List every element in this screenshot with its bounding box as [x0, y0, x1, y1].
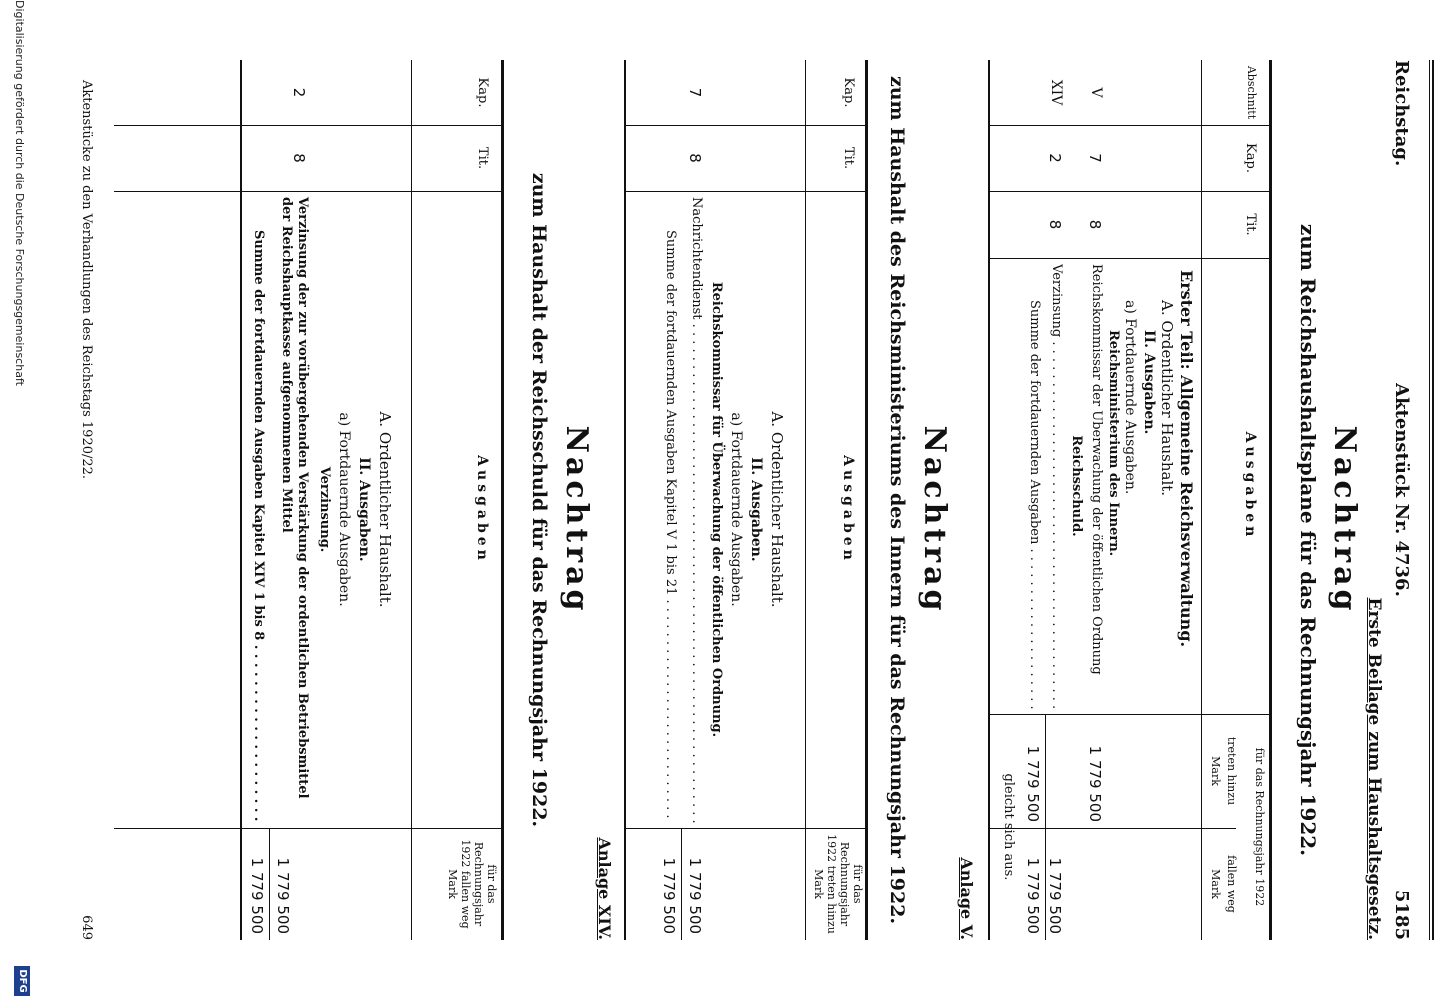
s1-row1-treten: 1 779 500	[1086, 745, 1104, 822]
s1-col-treten: treten hinzu	[1225, 736, 1238, 806]
sidebar-text: Digitalisierung gefördert durch die Deutsche Forschungsgemeinschaft	[13, 0, 26, 386]
s3-subtitle: zum Haushalt der Reichsschuld für das Rechnungsjahr 1922.	[528, 172, 550, 828]
s2-subtitle: zum Haushalt des Reichsministeriums des Innern für das Rechnungsjahr 1922.	[886, 75, 908, 925]
s1-sum-leader	[1027, 544, 1042, 710]
s2-header-rule	[805, 60, 806, 940]
s2-row-label: Nachrichtendienst	[689, 197, 704, 320]
s2-kommissar: Reichskommissar für Überwachung der öffentlichen Ordnung.	[709, 281, 724, 738]
s2-row-tit: 8	[686, 153, 704, 163]
header-center: Aktenstück Nr. 4736.	[1391, 383, 1412, 597]
s2-col-ausgaben: Ausgaben	[840, 455, 856, 564]
s1-sum-rule	[1045, 714, 1046, 940]
s1-schuld: Reichsschuld.	[1069, 435, 1084, 537]
s3-sum-leader	[251, 640, 266, 823]
s1-col-fallen: fallen weg	[1225, 855, 1238, 913]
s2-col-sep-1	[624, 125, 868, 126]
s3-col-sep-1	[114, 125, 504, 126]
s1-col-abschnitt: Abschnitt	[1245, 65, 1258, 120]
s1-col-group: für das Rechnungsjahr 1922	[1253, 747, 1266, 907]
s1-row1-abschnitt: V	[1088, 87, 1104, 98]
s1-table-rule-bottom	[988, 60, 990, 940]
section1-title: Nachtrag	[1327, 425, 1362, 615]
s3-col-sep-3	[114, 828, 504, 829]
s3-col-sep-2	[114, 191, 504, 192]
footer-left: Aktenstücke zu den Verhandlungen des Reichstags 1920/22.	[79, 80, 94, 480]
s1-col-sep-2	[990, 191, 1272, 192]
s3-table-rule-bottom	[240, 60, 242, 940]
s1-sum-treten: 1 779 500	[1024, 745, 1042, 822]
s3-sum-rule	[269, 828, 270, 940]
s2-sum-amount: 1 779 500	[660, 857, 678, 934]
s1-teil: Erster Teil: Allgemeine Reichsverwaltung.	[1177, 270, 1196, 648]
s3-sum-label: Summe der fortdauernden Ausgaben Kapitel XIV 1 bis 8	[251, 230, 266, 641]
s1-sum-fallen: 1 779 500	[1024, 857, 1042, 934]
s3-col-amount: für das Rechnungsjahr 1922 fallen weg Mark	[446, 839, 498, 929]
s1-col-mark-2: Mark	[1209, 869, 1222, 899]
s3-col-kap: Kap.	[475, 77, 490, 108]
s1-row2-abschnitt: XIV	[1048, 79, 1064, 106]
s1-ausgaben: II. Ausgaben.	[1141, 330, 1157, 435]
s3-col-tit: Tit.	[475, 146, 490, 170]
s1-col-kap: Kap.	[1243, 143, 1258, 173]
header-rule-top-thin	[1429, 60, 1430, 940]
s1-row2-fallen: 1 779 500	[1046, 857, 1064, 934]
header-subtitle: Erste Beilage zum Haushaltsgesetz.	[1364, 597, 1384, 940]
s1-ministerium: Reichsministerium des Innern.	[1106, 330, 1121, 557]
s2-sum-leader	[663, 595, 678, 823]
s2-fortdauernd: a) Fortdauernde Ausgaben.	[728, 412, 744, 607]
s2-haushalt: A. Ordentlicher Haushalt.	[768, 411, 786, 608]
section1-subtitle: zum Reichshaushaltsplane für das Rechnungsjahr 1922.	[1296, 223, 1320, 857]
s2-anlage: Anlage V.	[957, 857, 976, 940]
s3-header-rule	[411, 60, 412, 940]
section1-table-rule-top	[1269, 60, 1272, 940]
s1-row2-kap: 2	[1046, 153, 1064, 163]
s1-fortdauernd: a) Fortdauernde Ausgaben.	[1122, 300, 1138, 495]
s1-gleicht: gleicht sich aus.	[1001, 773, 1016, 881]
s2-ausgaben: II. Ausgaben.	[748, 457, 764, 562]
s2-col-amount: für das Rechnungsjahr 1922 treten hinzu Mark	[812, 834, 864, 934]
s1-col-sep-1	[990, 125, 1272, 126]
s2-table-rule-bottom	[624, 60, 626, 940]
s1-col-tit: Tit.	[1243, 213, 1258, 236]
s1-row2-tit: 8	[1046, 219, 1064, 230]
s2-row-leader	[689, 320, 704, 823]
s3-col-ausgaben: Ausgaben	[474, 455, 490, 564]
s1-row1-tit: 8	[1086, 219, 1104, 230]
s1-col-mark-1: Mark	[1209, 756, 1222, 786]
header-left: Reichstag.	[1391, 60, 1412, 167]
s3-anlage: Anlage XIV.	[595, 837, 614, 940]
s1-row1-label: Reichskommissar der Überwachung der öffentlichen Ordnung	[1089, 264, 1104, 675]
s1-sum-label: Summe der fortdauernden Ausgaben	[1027, 300, 1042, 545]
s2-col-kap: Kap.	[841, 77, 856, 108]
s3-ausgaben: II. Ausgaben.	[356, 457, 372, 562]
s3-row-kap: 2	[290, 87, 308, 98]
s1-row2-label: Verzinsung	[1049, 264, 1064, 338]
dfg-logo: DFG	[14, 966, 30, 996]
s2-col-tit: Tit.	[841, 146, 856, 170]
footer-right: 649	[79, 915, 94, 940]
s1-row2-leader	[1049, 337, 1064, 710]
s1-col-ausgaben: Ausgaben	[1242, 431, 1258, 541]
s3-table-rule-top	[501, 60, 504, 940]
s2-table-rule-top	[865, 60, 868, 940]
s1-col-sep-3	[990, 258, 1272, 259]
s2-row-amount: 1 779 500	[686, 857, 704, 934]
s2-sum-rule	[681, 828, 682, 940]
s1-header-rule	[1201, 60, 1202, 940]
s1-row1-kap: 7	[1086, 153, 1104, 163]
s2-sum-label: Summe der fortdauernden Ausgaben Kapitel V 1 bis 21	[663, 230, 678, 596]
s2-title: Nachtrag	[917, 425, 952, 615]
s3-sum-amount: 1 779 500	[248, 857, 266, 934]
s1-haushalt: A. Ordentlicher Haushalt.	[1158, 300, 1176, 497]
s3-row-label: Verzinsung der zur vorübergehenden Verstärkung der ordentlichen Betriebsmittel der Reichshauptkasse aufgenommenen Mittel	[279, 197, 310, 799]
sidebar	[4, 0, 34, 1000]
s3-haushalt: A. Ordentlicher Haushalt.	[376, 411, 394, 608]
s3-title: Nachtrag	[559, 425, 594, 615]
s2-col-sep-2	[624, 191, 868, 192]
s2-row-kap: 7	[686, 87, 704, 98]
page-number: 5185	[1391, 889, 1412, 940]
s3-verzinsung: Verzinsung.	[317, 466, 332, 553]
s3-row-tit: 8	[290, 153, 308, 163]
s3-fortdauernd: a) Fortdauernde Ausgaben.	[336, 412, 352, 607]
s3-row-amount: 1 779 500	[274, 857, 292, 934]
